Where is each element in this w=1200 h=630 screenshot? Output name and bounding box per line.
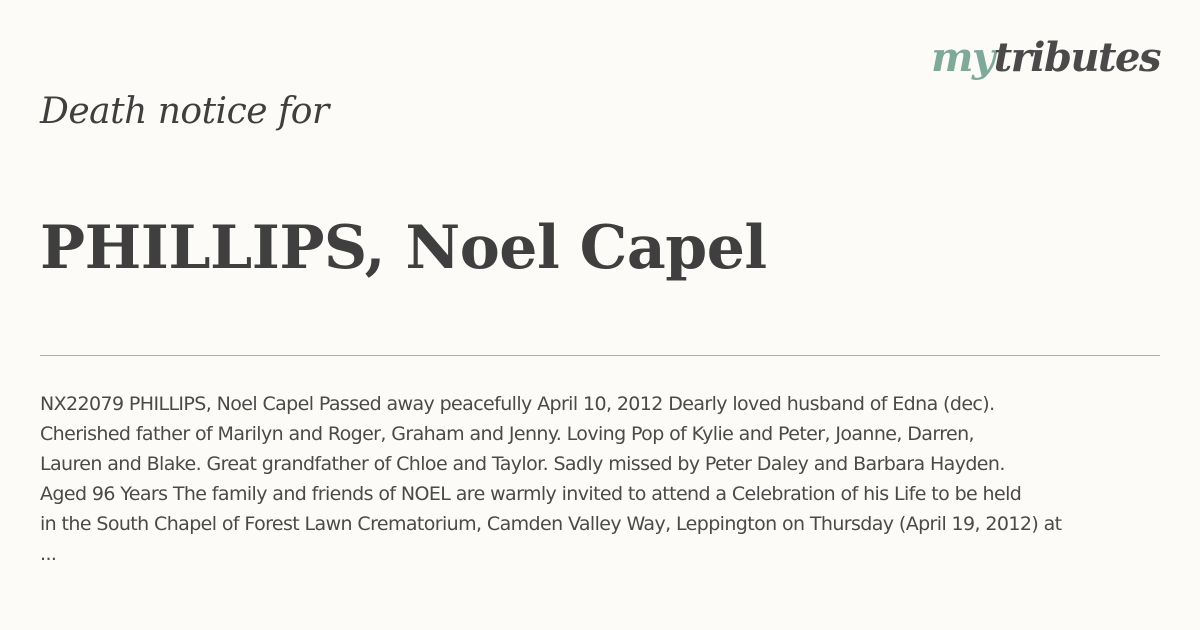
divider	[40, 355, 1160, 356]
mytributes-logo[interactable]	[931, 34, 1160, 82]
notice-ellipsis: ...	[40, 543, 57, 565]
notice-line: in the South Chapel of Forest Lawn Crematorium, Camden Valley Way, Leppington on Thursday (April 19, 2012) at	[40, 513, 1062, 535]
logo-prefix: my	[931, 34, 994, 81]
deceased-name: PHILLIPS, Noel Capel	[40, 213, 767, 283]
logo-suffix: tributes	[993, 34, 1160, 81]
notice-line: Aged 96 Years The family and friends of NOEL are warmly invited to attend a Celebration of his Life to be held	[40, 483, 1022, 505]
notice-line: Cherished father of Marilyn and Roger, Graham and Jenny. Loving Pop of Kylie and Peter, Joanne, Darren,	[40, 423, 974, 445]
notice-line: Lauren and Blake. Great grandfather of Chloe and Taylor. Sadly missed by Peter Daley and Barbara Hayden.	[40, 453, 1005, 475]
notice-line: NX22079 PHILLIPS, Noel Capel Passed away peacefully April 10, 2012 Dearly loved husband of Edna (dec).	[40, 393, 995, 415]
notice-text	[40, 389, 1165, 569]
death-notice-label: Death notice for	[40, 91, 329, 132]
